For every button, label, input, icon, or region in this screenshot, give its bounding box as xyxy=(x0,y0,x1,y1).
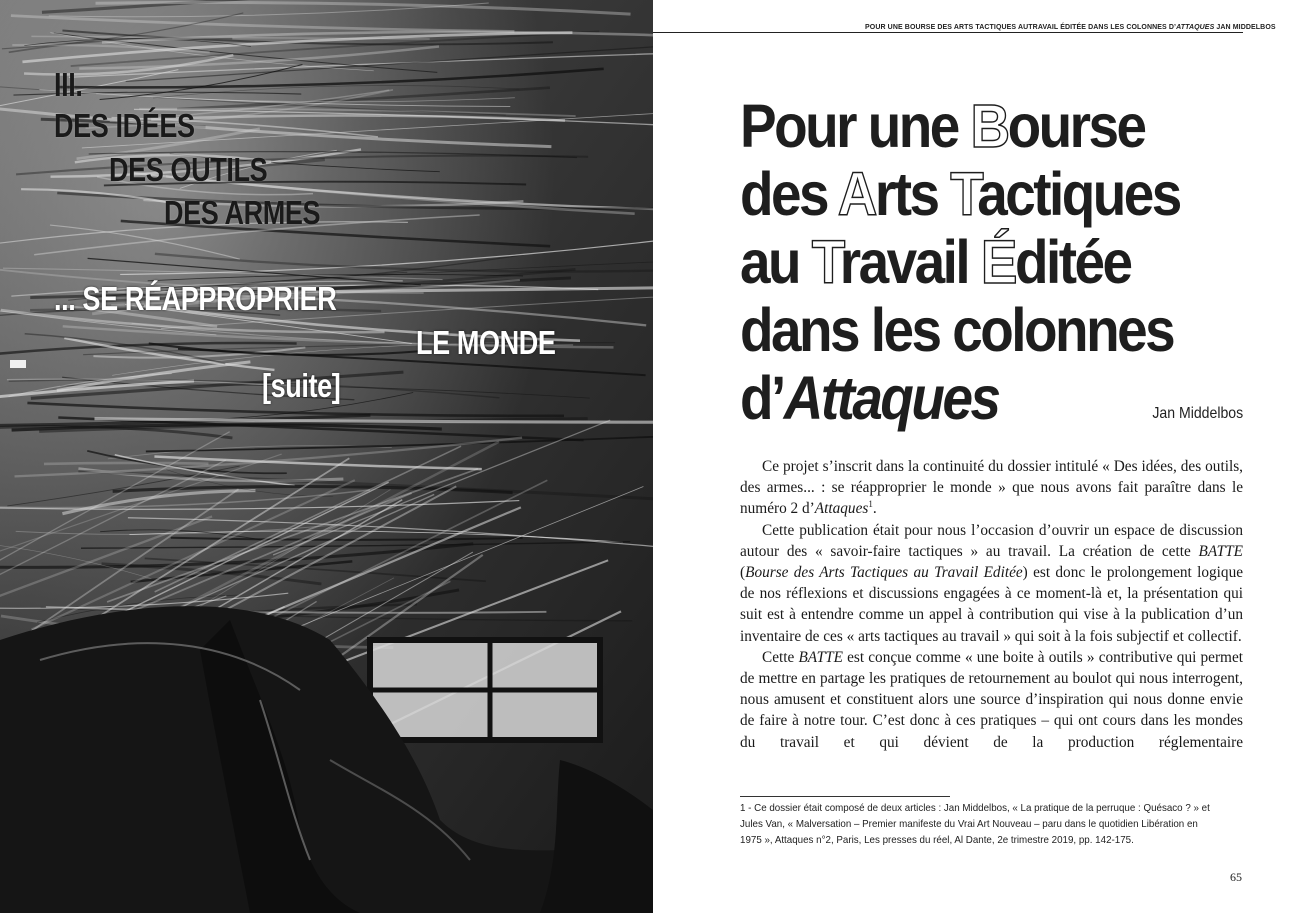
heading-line-suite: [suite] xyxy=(262,367,341,404)
heading-line-world: LE MONDE xyxy=(416,324,556,361)
footnote-rule xyxy=(740,796,950,797)
title-text: Pour une xyxy=(740,92,971,160)
title-line-4: dans les colonnes xyxy=(740,296,1174,364)
running-head xyxy=(865,24,1276,31)
title-text: d’ xyxy=(740,364,784,432)
footnote-1: 1 - Ce dossier était composé de deux articles : Jan Middelbos, « La pratique de la perruque : Quésaco ? » et Jules Van, « Malversation – Premier manifeste du Vrai Art Nouveau – paru dans le quotidien Libération en 1975 », Attaques n°2, Paris, Les presses du réel, Al Dante, 2e trimestre 2019, pp. 142-175. xyxy=(740,803,1210,846)
p3-text: est conçue comme « une boite à outils » contributive qui permet de mettre en partage les pratiques de retournement au boulot qui nous interrogent, nous amusent et constituent alors une source d’inspiration qui nous donne envie de faire à notre tour. C’est donc à ces pratiques – qui ont cours dans les mondes du travail et qui dévient de la production réglementaire xyxy=(740,648,1243,751)
p2-acronym: BATTE xyxy=(1198,542,1243,560)
author-byline: Jan Middelbos xyxy=(1152,405,1243,422)
article-title xyxy=(740,92,1260,432)
p2-text: ) est donc le prolongement logique de nos réflexions et discussions engagées à ce moment-là et, la présentation qui suit est à entendre comme un appel à contribution qui vise à la publication d’un inventaire de ces « arts tactiques au travail » qui soit à la fois subjectif et collectif. xyxy=(740,564,1244,645)
title-outline-letter: A xyxy=(837,160,875,228)
page-number: 65 xyxy=(1230,870,1242,884)
running-head-journal: ATTAQUES xyxy=(1176,24,1215,31)
title-text: des xyxy=(740,160,838,228)
title-text: ditée xyxy=(1014,228,1131,296)
p3-text: Cette xyxy=(762,648,799,666)
title-outline-letter: T xyxy=(950,160,978,228)
footnote-ref-link[interactable]: 1 xyxy=(868,499,873,510)
title-outline-letter: B xyxy=(970,92,1008,160)
heading-line-tools: DES OUTILS xyxy=(109,151,268,188)
article-body xyxy=(740,456,1243,753)
title-text: au xyxy=(740,228,812,296)
title-line-2 xyxy=(740,160,1208,228)
heading-line-reappropriate: ... SE RÉAPPROPRIER xyxy=(54,280,337,317)
p3-acronym: BATTE xyxy=(798,648,843,666)
title-journal-name: Attaques xyxy=(783,364,999,432)
header-rule xyxy=(653,32,1243,33)
running-head-author: JAN MIDDELBOS xyxy=(1216,24,1276,31)
title-line-5 xyxy=(740,364,1208,432)
p2-expansion: Bourse des Arts Tactiques au Travail Editée xyxy=(745,564,1023,582)
p1-journal: Attaques xyxy=(814,500,869,518)
p1-text: Ce projet s’inscrit dans la continuité du dossier intitulé « Des idées, des outils, des armes... : se réapproprier le monde » que nous avons fait paraître dans le numéro 2 d’ xyxy=(740,458,1243,518)
heading-line-weapons: DES ARMES xyxy=(164,194,321,231)
p2-text: Cette publication était pour nous l’occasion d’ouvrir un espace de discussion autour des « savoir-faire tactiques » au travail. La création de cette xyxy=(740,521,1243,560)
title-text: ourse xyxy=(1007,92,1145,160)
p1-end: . xyxy=(872,500,877,518)
title-line-3 xyxy=(740,228,1208,296)
title-line-1 xyxy=(740,92,1208,160)
running-head-title: POUR UNE BOURSE DES ARTS TACTIQUES AUTRAVAIL ÉDITÉE DANS LES COLONNES D’ xyxy=(865,24,1177,31)
paragraph-2 xyxy=(740,520,1243,647)
title-outline-letter: É xyxy=(980,228,1015,296)
title-text: actiques xyxy=(977,160,1180,228)
title-outline-letter: T xyxy=(811,228,840,296)
section-number: III. xyxy=(54,66,83,103)
p2-text: ( xyxy=(740,564,746,582)
right-article-page xyxy=(653,0,1305,913)
title-text: rts xyxy=(874,160,951,228)
paragraph-3 xyxy=(740,647,1243,753)
heading-line-ideas: DES IDÉES xyxy=(54,107,195,144)
paragraph-1 xyxy=(740,456,1243,520)
title-text: ravail xyxy=(839,228,981,296)
